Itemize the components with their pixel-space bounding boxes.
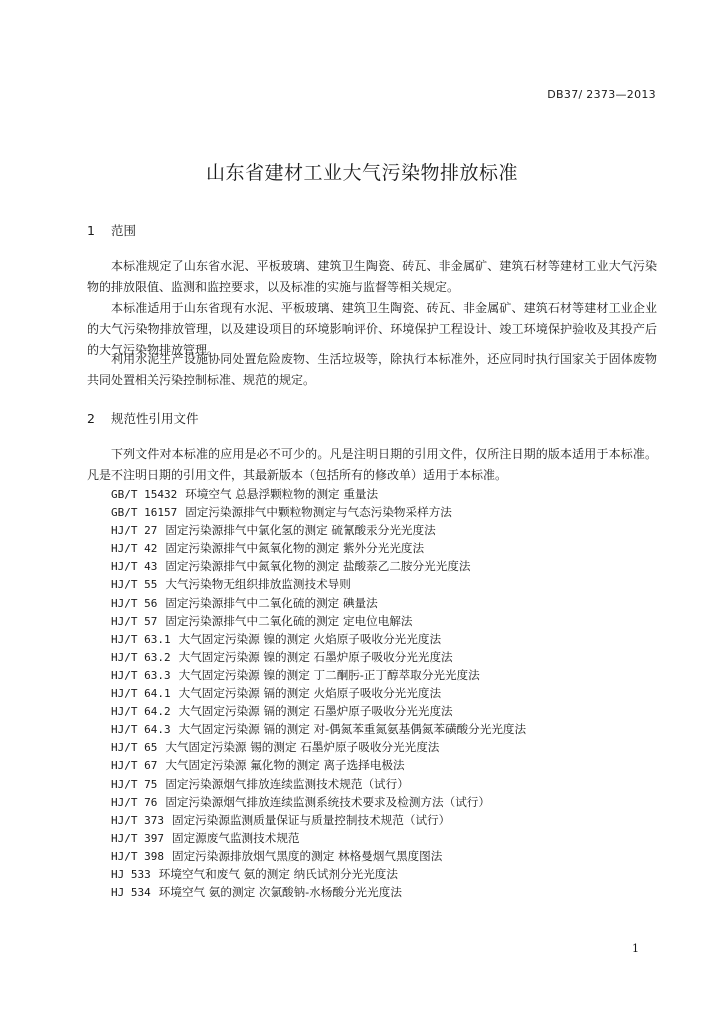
paragraph: 本标准规定了山东省水泥、平板玻璃、建筑卫生陶瓷、砖瓦、非金属矿、建筑石材等建材工业大气污染物的排放限值、监测和监控要求，以及标准的实施与监督等相关规定。 <box>87 259 657 294</box>
reference-title: 大气固定污染源 锡的测定 石墨炉原子吸收分光光度法 <box>165 740 440 755</box>
reference-item <box>111 865 671 883</box>
section-number: 2 <box>87 411 95 426</box>
reference-title: 大气污染物无组织排放监测技术导则 <box>165 577 351 592</box>
page-number: 1 <box>632 942 639 955</box>
reference-title: 固定污染源排放烟气黑度的测定 林格曼烟气黑度图法 <box>171 848 443 863</box>
section-title: 规范性引用文件 <box>110 411 199 426</box>
reference-code: HJ/T 373 <box>111 813 164 827</box>
reference-item <box>111 702 671 720</box>
reference-title: 固定源废气监测技术规范 <box>171 830 300 845</box>
reference-item <box>111 503 671 521</box>
reference-item <box>111 847 671 865</box>
reference-code: HJ/T 398 <box>111 849 164 863</box>
reference-title: 环境空气和废气 氨的测定 纳氏试剂分光光度法 <box>158 866 398 881</box>
reference-item <box>111 720 671 738</box>
reference-code: HJ/T 397 <box>111 831 164 845</box>
reference-code: HJ/T 64.3 <box>111 723 171 737</box>
reference-title: 大气固定污染源 镍的测定 丁二酮肟-正丁醇萃取分光光度法 <box>178 667 480 682</box>
reference-title: 固定污染源排气中颗粒物测定与气态污染物采样方法 <box>185 505 452 520</box>
paragraph: 利用水泥生产设施协同处置危险废物、生活垃圾等，除执行本标准外，还应同时执行国家关于固体废物共同处置相关污染控制标准、规范的规定。 <box>87 352 657 387</box>
reference-item <box>111 557 671 575</box>
reference-code: HJ/T 64.2 <box>111 705 171 719</box>
reference-title: 大气固定污染源 镉的测定 对-偶氮苯重氮氨基偶氮苯磺酸分光光度法 <box>178 722 527 737</box>
reference-list <box>111 485 671 901</box>
paragraph: 本标准适用于山东省现有水泥、平板玻璃、建筑卫生陶瓷、砖瓦、非金属矿、建筑石材等建材工业企业的大气污染物排放管理，以及建设项目的环境影响评价、环境保护工程设计、竣工环境保护验收及其投产后的大气污染物排放管理。 <box>87 301 657 357</box>
reference-code: GB/T 15432 <box>111 488 178 501</box>
reference-title: 大气固定污染源 镉的测定 石墨炉原子吸收分光光度法 <box>178 704 453 719</box>
reference-code: HJ 533 <box>111 867 151 881</box>
reference-code: HJ/T 63.2 <box>111 650 171 664</box>
reference-item <box>111 485 671 503</box>
reference-code: HJ 534 <box>111 886 151 900</box>
reference-code: HJ/T 27 <box>111 524 158 538</box>
reference-code: HJ/T 75 <box>111 777 158 791</box>
reference-item <box>111 648 671 666</box>
reference-title: 固定污染源排气中氮氧化物的测定 紫外分光光度法 <box>165 541 425 556</box>
reference-code: HJ/T 67 <box>111 759 158 773</box>
reference-title: 环境空气 总悬浮颗粒物的测定 重量法 <box>185 487 379 501</box>
reference-code: GB/T 16157 <box>111 506 178 520</box>
reference-code: HJ/T 76 <box>111 795 158 809</box>
reference-code: HJ/T 42 <box>111 542 158 556</box>
reference-title: 固定污染源排气中二氧化硫的测定 碘量法 <box>165 595 378 610</box>
reference-title: 固定污染源排气中氯化氢的测定 硫氰酸汞分光光度法 <box>165 523 436 538</box>
reference-item <box>111 612 671 630</box>
reference-item <box>111 829 671 847</box>
section-heading-normative-references <box>87 409 199 427</box>
reference-item <box>111 738 671 756</box>
reference-title: 固定污染源烟气排放连续监测技术规范（试行） <box>165 776 409 791</box>
reference-title: 固定污染源排气中二氧化硫的测定 定电位电解法 <box>165 613 413 628</box>
reference-title: 大气固定污染源 镉的测定 火焰原子吸收分光光度法 <box>178 686 442 701</box>
reference-title: 固定污染源排气中氮氧化物的测定 盐酸萘乙二胺分光光度法 <box>165 559 471 574</box>
reference-code: HJ/T 56 <box>111 596 158 610</box>
reference-item <box>111 775 671 793</box>
reference-title: 固定污染源监测质量保证与质量控制技术规范（试行） <box>171 812 451 827</box>
reference-item <box>111 630 671 648</box>
standard-code: DB37/ 2373—2013 <box>547 88 656 101</box>
reference-item <box>111 521 671 539</box>
reference-title: 大气固定污染源 氟化物的测定 离子选择电极法 <box>165 758 405 773</box>
reference-code: HJ/T 55 <box>111 578 158 592</box>
reference-code: HJ/T 57 <box>111 614 158 628</box>
section-heading-scope <box>87 221 136 239</box>
section-title: 范围 <box>110 223 136 238</box>
paragraph: 下列文件对本标准的应用是必不可少的。凡是注明日期的引用文件，仅所注日期的版本适用于本标准。凡是不注明日期的引用文件，其最新版本（包括所有的修改单）适用于本标准。 <box>87 447 657 482</box>
reference-code: HJ/T 43 <box>111 560 158 574</box>
reference-item <box>111 811 671 829</box>
reference-code: HJ/T 65 <box>111 741 158 755</box>
reference-title: 环境空气 氨的测定 次氯酸钠-水杨酸分光光度法 <box>158 885 402 900</box>
reference-item <box>111 666 671 684</box>
reference-item <box>111 793 671 811</box>
reference-item <box>111 575 671 593</box>
reference-code: HJ/T 63.3 <box>111 668 171 682</box>
reference-item <box>111 594 671 612</box>
reference-title: 固定污染源烟气排放连续监测系统技术要求及检测方法（试行） <box>165 794 490 809</box>
reference-code: HJ/T 63.1 <box>111 632 171 646</box>
reference-title: 大气固定污染源 镍的测定 石墨炉原子吸收分光光度法 <box>178 649 453 664</box>
reference-title: 大气固定污染源 镍的测定 火焰原子吸收分光光度法 <box>178 631 442 646</box>
reference-item <box>111 756 671 774</box>
document-title: 山东省建材工业大气污染物排放标准 <box>205 162 518 184</box>
reference-item <box>111 684 671 702</box>
reference-item <box>111 539 671 557</box>
section-number: 1 <box>87 223 95 238</box>
reference-code: HJ/T 64.1 <box>111 687 171 701</box>
reference-item <box>111 883 671 901</box>
